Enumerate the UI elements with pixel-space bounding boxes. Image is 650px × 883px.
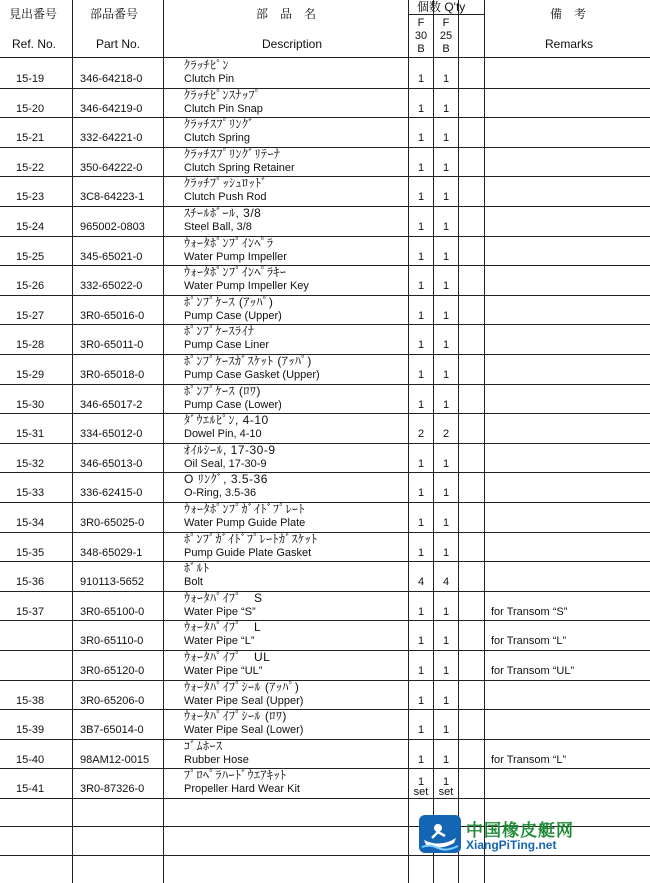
part-no: 98AM12-0015 <box>80 754 150 766</box>
desc-en: Water Pipe Seal (Lower) <box>184 724 304 736</box>
desc-jp: ﾎﾞﾙﾄ <box>184 561 210 575</box>
row-rule <box>0 768 650 769</box>
desc-jp: ｽﾁｰﾙﾎﾞｰﾙ, 3/8 <box>184 206 262 220</box>
desc-en: Water Pump Impeller Key <box>184 280 309 292</box>
qty-f30b: 1 <box>417 399 425 411</box>
qty-f25b: 2 <box>442 428 450 440</box>
ref-no: 15-32 <box>16 458 45 470</box>
desc-jp: ﾎﾟﾝﾌﾟｹｰｽｶﾞｽｹｯﾄ (ｱｯﾊﾟ) <box>184 354 312 368</box>
desc-en: Bolt <box>184 576 203 588</box>
desc-en: Water Pump Impeller <box>184 251 287 263</box>
header-bottom-rule <box>0 57 650 58</box>
qty-f30b: 1 <box>417 547 425 559</box>
desc-en: Clutch Pin <box>184 73 235 85</box>
desc-en: Rubber Hose <box>184 754 249 766</box>
col-rule-3 <box>408 0 409 883</box>
qty-f30b: 1 <box>417 487 425 499</box>
row-rule <box>0 147 650 148</box>
remarks: for Transom “L” <box>491 635 567 647</box>
desc-en: Pump Guide Plate Gasket <box>184 547 312 559</box>
row-rule <box>0 324 650 325</box>
desc-jp: ﾀﾞｳｴﾙﾋﾟﾝ, 4-10 <box>184 413 269 427</box>
qty-f30b: 1 <box>417 517 425 529</box>
qty-f30b: 1 <box>417 310 425 322</box>
desc-en: Water Pump Guide Plate <box>184 517 306 529</box>
ref-header-en: Ref. No. <box>12 37 57 51</box>
ref-no: 15-19 <box>16 73 45 85</box>
ref-no: 15-40 <box>16 754 45 766</box>
qty-f30b: 1 <box>417 339 425 351</box>
desc-en: Steel Ball, 3/8 <box>184 221 252 233</box>
row-rule <box>0 413 650 414</box>
desc-jp: ｸﾗｯﾁﾋﾟﾝｽﾅｯﾌﾟ <box>184 88 262 102</box>
ref-no: 15-22 <box>16 162 45 174</box>
desc-jp: ﾎﾟﾝﾌﾟｶﾞｲﾄﾞﾌﾟﾚｰﾄｶﾞｽｹｯﾄ <box>184 532 318 546</box>
qty-f30b: 2 <box>417 428 425 440</box>
desc-en: Pump Case Gasket (Upper) <box>184 369 320 381</box>
qty-f25b: 1 <box>442 73 450 85</box>
qty-f25b: 1 <box>442 191 450 203</box>
desc-jp: ｸﾗｯﾁﾌﾟｯｼｭﾛｯﾄﾞ <box>184 176 268 190</box>
desc-en: Pump Case (Upper) <box>184 310 282 322</box>
qty-f25b: 1 <box>442 606 450 618</box>
row-rule <box>0 265 650 266</box>
qty-f25b: 1 <box>442 280 450 292</box>
ref-no: 15-21 <box>16 132 45 144</box>
remarks: for Transom “UL” <box>491 665 575 677</box>
row-rule <box>0 680 650 681</box>
part-no: 3R0-65110-0 <box>80 635 144 647</box>
qty-col2-line2: 25 <box>439 30 453 42</box>
boat-logo-icon <box>418 814 462 854</box>
row-rule <box>0 502 650 503</box>
qty-col2-line1: F <box>442 17 450 29</box>
qty-f30b: 1 <box>417 103 425 115</box>
row-rule <box>0 798 650 799</box>
part-no: 3R0-65018-0 <box>80 369 145 381</box>
ref-no: 15-24 <box>16 221 45 233</box>
desc-jp: ｸﾗｯﾁﾋﾟﾝ <box>184 58 230 72</box>
ref-no: 15-25 <box>16 251 45 263</box>
ref-header-jp: 見出番号 <box>9 7 58 21</box>
ref-no: 15-41 <box>16 783 45 795</box>
desc-en: Propeller Hard Wear Kit <box>184 783 300 795</box>
qty-f30b: 1 <box>417 369 425 381</box>
desc-jp: O ﾘﾝｸﾞ, 3.5-36 <box>184 472 268 486</box>
qty-f30b: 1 <box>417 695 425 707</box>
row-rule <box>0 709 650 710</box>
desc-jp: ｳｫｰﾀﾎﾟﾝﾌﾟｲﾝﾍﾟﾗｷｰ <box>184 265 287 279</box>
part-no: 332-65022-0 <box>80 280 143 292</box>
ref-no: 15-20 <box>16 103 45 115</box>
remarks: for Transom “L” <box>491 754 567 766</box>
desc-header-jp: 部 品 名 <box>256 7 317 21</box>
qty-f30b: 1 <box>417 724 425 736</box>
qty-f30b: 1 <box>417 635 425 647</box>
row-rule <box>0 88 650 89</box>
qty-f30b: 1 <box>417 754 425 766</box>
ref-no: 15-33 <box>16 487 45 499</box>
part-no: 3B7-65014-0 <box>80 724 144 736</box>
part-no: 346-65017-2 <box>80 399 143 411</box>
row-rule <box>0 620 650 621</box>
row-rule <box>0 472 650 473</box>
desc-jp: ﾎﾟﾝﾌﾟｹｰｽ (ｱｯﾊﾟ) <box>184 295 274 309</box>
col-rule-4 <box>433 0 434 883</box>
qty-f25b: 1 <box>442 517 450 529</box>
desc-en: Clutch Spring Retainer <box>184 162 295 174</box>
qty-f30b: 1 <box>417 162 425 174</box>
ref-no: 15-38 <box>16 695 45 707</box>
qty-f25b: 1 <box>442 724 450 736</box>
empty-row-rule-2 <box>0 855 650 856</box>
qty-col2-line3: B <box>442 43 450 55</box>
desc-jp: ﾎﾟﾝﾌﾟｹｰｽﾗｲﾅ <box>184 324 255 338</box>
part-header-en: Part No. <box>96 37 141 51</box>
qty-f25b: 1 <box>442 339 450 351</box>
col-rule-1 <box>72 0 73 883</box>
desc-en: Water Pipe “L” <box>184 635 255 647</box>
qty-f25b-unit: set <box>438 786 454 798</box>
qty-f25b: 1 <box>442 695 450 707</box>
desc-jp: ｳｫｰﾀﾊﾟｲﾌﾟｼｰﾙ (ｱｯﾊﾟ) <box>184 680 300 694</box>
qty-f30b: 1 <box>417 132 425 144</box>
col-rule-5 <box>458 0 459 883</box>
qty-f30b: 1 <box>417 251 425 263</box>
ref-no: 15-30 <box>16 399 45 411</box>
part-no: 910113-5652 <box>80 576 145 588</box>
qty-f25b: 1 <box>442 103 450 115</box>
qty-f25b: 1 <box>442 547 450 559</box>
part-no: 334-65012-0 <box>80 428 143 440</box>
part-header-jp: 部品番号 <box>90 7 139 21</box>
desc-jp: ﾌﾟﾛﾍﾟﾗﾊｰﾄﾞｳｴｱｷｯﾄ <box>184 768 287 782</box>
ref-no: 15-26 <box>16 280 45 292</box>
row-rule <box>0 532 650 533</box>
qty-f30b: 1 <box>417 191 425 203</box>
qty-f25b: 1 <box>442 487 450 499</box>
qty-header-title: 個数 Q'ty <box>417 0 466 14</box>
qty-f30b: 1 <box>417 458 425 470</box>
ref-no: 15-23 <box>16 191 45 203</box>
desc-jp: ｵｲﾙｼｰﾙ, 17-30-9 <box>184 443 276 457</box>
desc-en: Clutch Push Rod <box>184 191 267 203</box>
part-no: 350-64222-0 <box>80 162 143 174</box>
col-rule-2 <box>163 0 164 883</box>
desc-jp: ｳｫｰﾀﾊﾟｲﾌﾟｼｰﾙ (ﾛﾜ) <box>184 709 287 723</box>
qty-f30b-unit: set <box>413 786 429 798</box>
desc-en: Pump Case (Lower) <box>184 399 282 411</box>
watermark-title: 中国橡皮艇网 <box>466 821 574 840</box>
ref-no: 15-29 <box>16 369 45 381</box>
part-no: 346-64219-0 <box>80 103 143 115</box>
part-no: 3R0-65016-0 <box>80 310 145 322</box>
ref-no: 15-39 <box>16 724 45 736</box>
ref-no: 15-28 <box>16 339 45 351</box>
qty-f30b: 1 <box>417 73 425 85</box>
row-rule <box>0 295 650 296</box>
qty-f30b: 1 <box>417 606 425 618</box>
qty-f25b: 1 <box>442 458 450 470</box>
part-no: 3C8-64223-1 <box>80 191 145 203</box>
part-no: 346-65013-0 <box>80 458 143 470</box>
row-rule <box>0 650 650 651</box>
desc-jp: ｳｫｰﾀﾊﾟｲﾌﾟ UL <box>184 650 271 664</box>
desc-en: Water Pipe “UL” <box>184 665 263 677</box>
qty-f25b: 1 <box>442 754 450 766</box>
row-rule <box>0 206 650 207</box>
qty-f25b: 1 <box>442 776 450 788</box>
desc-en: Water Pipe “S” <box>184 606 256 618</box>
ref-no: 15-37 <box>16 606 45 618</box>
row-rule <box>0 443 650 444</box>
part-no: 3R0-87326-0 <box>80 783 145 795</box>
part-no: 3R0-65120-0 <box>80 665 145 677</box>
desc-jp: ｳｫｰﾀﾊﾟｲﾌﾟ S <box>184 591 263 605</box>
part-no: 348-65029-1 <box>80 547 143 559</box>
qty-f30b: 1 <box>417 776 425 788</box>
qty-col1-line1: F <box>417 17 425 29</box>
qty-col1-line2: 30 <box>414 30 428 42</box>
remarks-header-jp: 備 考 <box>550 7 587 21</box>
desc-en: Pump Case Liner <box>184 339 269 351</box>
qty-f30b: 4 <box>417 576 425 588</box>
qty-f30b: 1 <box>417 221 425 233</box>
qty-f25b: 1 <box>442 369 450 381</box>
row-rule <box>0 739 650 740</box>
qty-f25b: 1 <box>442 665 450 677</box>
part-no: 965002-0803 <box>80 221 145 233</box>
desc-en: Water Pipe Seal (Upper) <box>184 695 304 707</box>
qty-f25b: 1 <box>442 221 450 233</box>
row-rule <box>0 354 650 355</box>
desc-en: Dowel Pin, 4-10 <box>184 428 262 440</box>
row-rule <box>0 384 650 385</box>
qty-f25b: 1 <box>442 251 450 263</box>
part-no: 336-62415-0 <box>80 487 143 499</box>
qty-f25b: 1 <box>442 162 450 174</box>
part-no: 332-64221-0 <box>80 132 143 144</box>
qty-f25b: 1 <box>442 310 450 322</box>
qty-title-rule <box>408 14 484 15</box>
row-rule <box>0 117 650 118</box>
qty-f30b: 1 <box>417 280 425 292</box>
part-no: 3R0-65206-0 <box>80 695 145 707</box>
watermark <box>418 814 588 854</box>
part-no: 3R0-65025-0 <box>80 517 145 529</box>
ref-no: 15-35 <box>16 547 45 559</box>
ref-no: 15-31 <box>16 428 45 440</box>
desc-jp: ｸﾗｯﾁｽﾌﾟﾘﾝｸﾞ <box>184 117 255 131</box>
desc-en: Clutch Pin Snap <box>184 103 263 115</box>
qty-col1-line3: B <box>417 43 425 55</box>
part-no: 3R0-65011-0 <box>80 339 144 351</box>
qty-f25b: 1 <box>442 399 450 411</box>
desc-jp: ｳｫｰﾀﾊﾟｲﾌﾟ L <box>184 620 262 634</box>
remarks-header-en: Remarks <box>545 37 594 51</box>
ref-no: 15-27 <box>16 310 45 322</box>
row-rule <box>0 591 650 592</box>
qty-f25b: 1 <box>442 132 450 144</box>
row-rule <box>0 561 650 562</box>
part-no: 3R0-65100-0 <box>80 606 145 618</box>
part-no: 345-65021-0 <box>80 251 143 263</box>
ref-no: 15-36 <box>16 576 45 588</box>
desc-jp: ｸﾗｯﾁｽﾌﾟﾘﾝｸﾞﾘﾃｰﾅ <box>184 147 281 161</box>
part-no: 346-64218-0 <box>80 73 143 85</box>
row-rule <box>0 176 650 177</box>
desc-en: Clutch Spring <box>184 132 251 144</box>
desc-en: O-Ring, 3.5-36 <box>184 487 257 499</box>
qty-f25b: 1 <box>442 635 450 647</box>
desc-en: Oil Seal, 17-30-9 <box>184 458 267 470</box>
qty-f25b: 4 <box>442 576 450 588</box>
remarks: for Transom “S” <box>491 606 568 618</box>
desc-jp: ｳｫｰﾀﾎﾟﾝﾌﾟｲﾝﾍﾟﾗ <box>184 236 274 250</box>
qty-f30b: 1 <box>417 665 425 677</box>
row-rule <box>0 236 650 237</box>
col-rule-6 <box>484 0 485 883</box>
desc-jp: ｺﾞﾑﾎｰｽ <box>184 739 223 753</box>
desc-jp: ｳｫｰﾀﾎﾟﾝﾌﾟｶﾞｲﾄﾞﾌﾟﾚｰﾄ <box>184 502 306 516</box>
watermark-url: XiangPiTing.net <box>466 838 557 852</box>
ref-no: 15-34 <box>16 517 45 529</box>
desc-header-en: Description <box>262 37 323 51</box>
desc-jp: ﾎﾟﾝﾌﾟｹｰｽ (ﾛﾜ) <box>184 384 261 398</box>
